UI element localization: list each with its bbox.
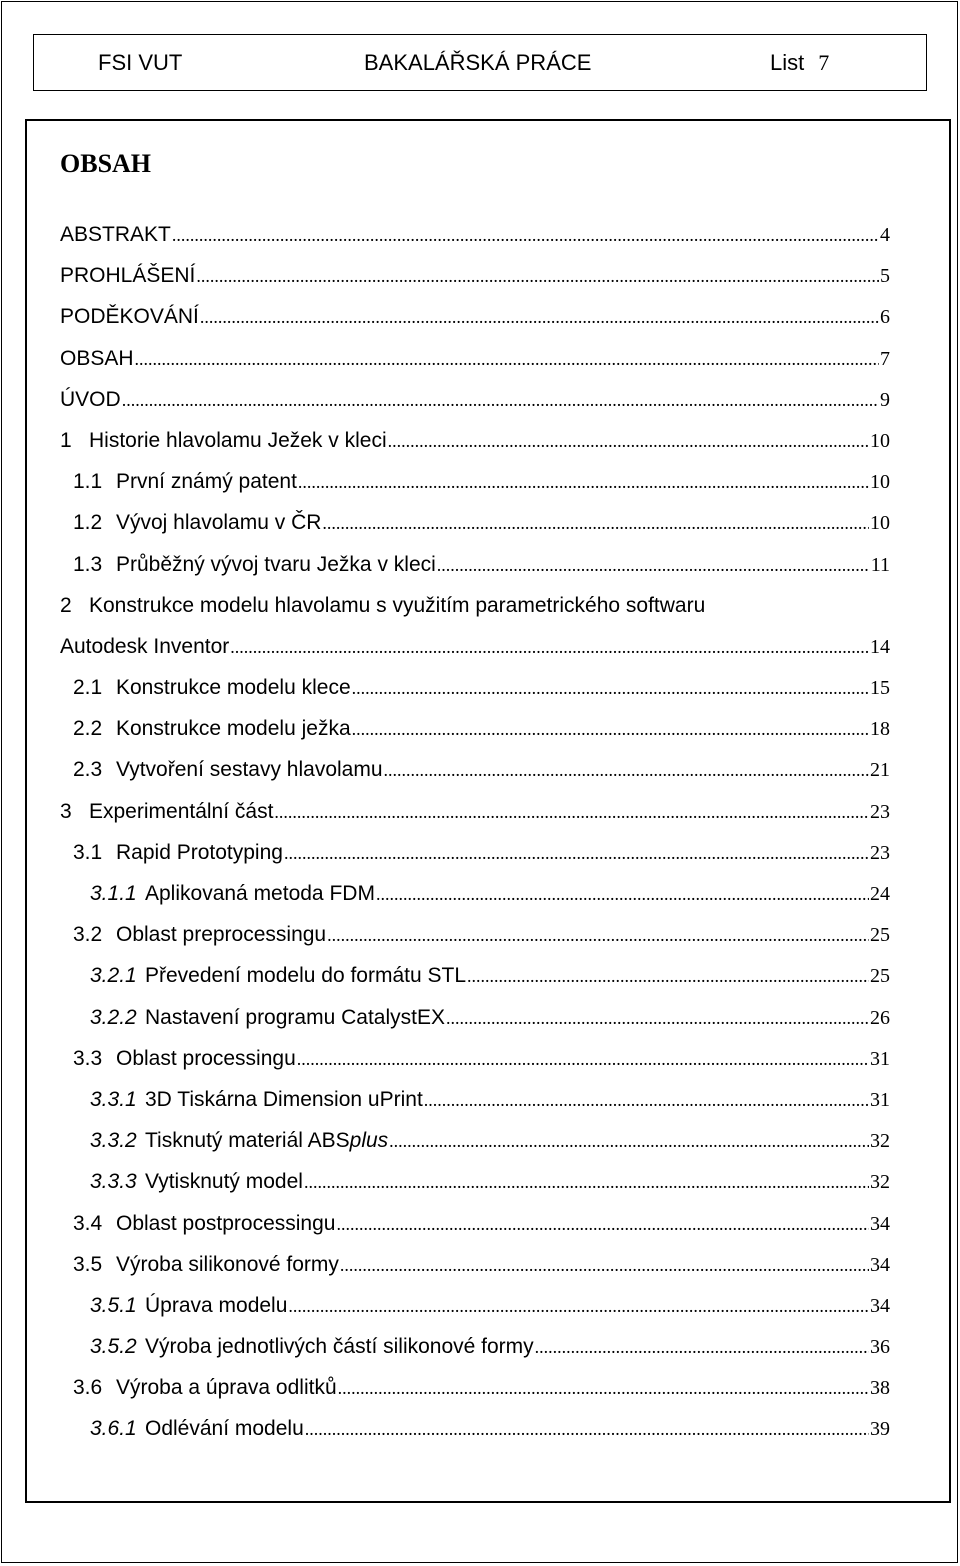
- toc-leader-dots: [340, 1245, 869, 1286]
- toc-entry-label: [60, 626, 229, 667]
- toc-entry-page: 24: [870, 883, 890, 905]
- toc-title: OBSAH: [60, 149, 152, 178]
- toc-entry-label: [60, 338, 134, 379]
- toc-entry[interactable]: [60, 997, 890, 1038]
- toc-entry[interactable]: [60, 791, 890, 832]
- toc-entry-label: [73, 461, 297, 502]
- toc-entry-text: Autodesk Inventor: [60, 634, 230, 658]
- toc-entry-page: 5: [880, 265, 890, 288]
- toc-entry-number: 1.2: [73, 511, 103, 535]
- toc-entry[interactable]: [60, 1244, 890, 1285]
- toc-entry-label: [73, 749, 383, 790]
- toc-entry-page: 38: [870, 1377, 890, 1400]
- toc-entry-page: 6: [880, 306, 890, 329]
- toc-entry-page: 9: [880, 388, 890, 411]
- toc-entry-label: [90, 873, 375, 914]
- toc-entry-page: 31: [870, 1047, 890, 1070]
- toc-entry-text: Průběžný vývoj tvaru Ježka v kleci: [116, 552, 436, 576]
- toc-entry[interactable]: [60, 544, 890, 585]
- toc-entry-number: 2.2: [73, 717, 103, 741]
- toc-entry-page: 10: [870, 471, 890, 494]
- toc-entry-label: [60, 585, 890, 626]
- toc-entry[interactable]: [60, 502, 890, 543]
- toc-entry-label: [73, 667, 351, 708]
- toc-entry-label: [90, 1408, 304, 1449]
- toc-entry-number: 2: [60, 593, 72, 617]
- toc-entry-label: [90, 1079, 423, 1120]
- toc-entry-text: Převedení modelu do formátu STL: [145, 964, 467, 988]
- toc-entry-text: Historie hlavolamu Ježek v kleci: [89, 428, 387, 452]
- toc-leader-dots: [200, 297, 879, 338]
- toc-entry-text: Výroba silikonové formy: [116, 1252, 339, 1276]
- toc-entry[interactable]: [60, 1285, 890, 1326]
- toc-entry-label: [73, 708, 351, 749]
- toc-entry-page: 39: [870, 1418, 890, 1441]
- toc-entry-number: 3.1.1: [90, 882, 137, 905]
- toc-entry-number: 3.6: [73, 1376, 103, 1400]
- toc-leader-dots: [446, 998, 869, 1039]
- table-of-contents: [60, 214, 890, 1450]
- toc-entry-page: 21: [870, 759, 890, 782]
- toc-entry[interactable]: [60, 379, 890, 420]
- toc-entry[interactable]: [60, 749, 890, 790]
- page-header: [33, 34, 927, 91]
- toc-entry-label: [73, 1203, 335, 1244]
- toc-entry-page: 7: [880, 347, 890, 370]
- toc-entry-label: [60, 296, 199, 337]
- toc-entry-page: 31: [870, 1088, 890, 1111]
- toc-entry-number: 3.6.1: [90, 1417, 137, 1441]
- toc-leader-dots: [388, 421, 869, 462]
- toc-entry-text: 3D Tiskárna Dimension uPrint: [145, 1087, 423, 1111]
- toc-entry[interactable]: [60, 1038, 890, 1079]
- toc-entry-number: 3.4: [73, 1211, 103, 1235]
- toc-entry-text: Oblast preprocessingu: [116, 923, 327, 947]
- toc-leader-dots: [122, 380, 879, 421]
- toc-entry-text: Odlévání modelu: [145, 1417, 304, 1441]
- toc-leader-dots: [298, 462, 869, 503]
- toc-entry[interactable]: [60, 420, 890, 461]
- toc-entry-number: 3.5: [73, 1252, 103, 1276]
- toc-entry-page: 10: [870, 429, 890, 452]
- toc-entry-number: 1: [60, 428, 72, 452]
- toc-entry-page: 10: [870, 512, 890, 535]
- toc-entry-page: 18: [870, 718, 890, 741]
- toc-entry-number: 3.5.1: [90, 1293, 137, 1317]
- toc-entry[interactable]: [60, 626, 890, 667]
- toc-entry-number: 3.5.2: [90, 1335, 137, 1359]
- toc-entry[interactable]: [60, 1326, 890, 1367]
- toc-entry[interactable]: [60, 1161, 890, 1202]
- header-sheet: [770, 50, 829, 76]
- toc-entry[interactable]: [60, 1120, 890, 1161]
- toc-entry-label: [90, 1161, 303, 1202]
- toc-leader-dots: [338, 1368, 869, 1409]
- toc-entry[interactable]: [60, 585, 890, 626]
- toc-entry-text: PROHLÁŠENÍ: [60, 264, 196, 288]
- toc-entry-text: PODĚKOVÁNÍ: [60, 305, 199, 329]
- toc-entry-page: 32: [870, 1171, 890, 1194]
- toc-entry-number: 2.3: [73, 758, 103, 782]
- toc-leader-dots: [230, 627, 869, 668]
- toc-leader-dots: [352, 668, 869, 709]
- toc-entry-page: 23: [870, 841, 890, 864]
- toc-entry-text: Úprava modelu: [145, 1293, 288, 1317]
- toc-leader-dots: [389, 1121, 869, 1162]
- toc-entry-label: [73, 1038, 296, 1079]
- toc-entry[interactable]: [60, 338, 890, 379]
- header-thesis-type: BAKALÁŘSKÁ PRÁCE: [364, 50, 592, 75]
- toc-entry-text: Konstrukce modelu hlavolamu s využitím parametrického softwaru: [89, 593, 706, 617]
- toc-entry[interactable]: [60, 461, 890, 502]
- content-frame: [25, 119, 951, 1503]
- toc-entry-text: Rapid Prototyping: [116, 840, 283, 864]
- toc-entry-label: [90, 955, 466, 996]
- toc-entry-number: 3.2: [73, 923, 103, 947]
- header-sheet-number: 7: [818, 50, 830, 75]
- header-sheet-label: List: [770, 50, 805, 75]
- toc-entry-label: [60, 379, 121, 420]
- toc-entry-page: 32: [870, 1130, 890, 1153]
- toc-leader-dots: [305, 1409, 869, 1450]
- toc-leader-dots: [336, 1204, 869, 1245]
- toc-entry[interactable]: [60, 1367, 890, 1408]
- toc-entry[interactable]: [60, 708, 890, 749]
- toc-entry-number: 1.1: [73, 470, 103, 494]
- toc-entry-page: 34: [870, 1294, 890, 1317]
- toc-leader-dots: [384, 750, 869, 791]
- toc-entry-text: OBSAH: [60, 346, 134, 370]
- toc-entry-label: [90, 1285, 287, 1326]
- toc-entry-label: [73, 914, 326, 955]
- toc-entry[interactable]: [60, 255, 890, 296]
- header-institution: FSI VUT: [98, 50, 183, 75]
- toc-entry-label: [60, 420, 387, 461]
- toc-entry-text: První známý patent: [116, 470, 297, 494]
- toc-entry-label: [73, 1244, 339, 1285]
- toc-entry-label: [73, 544, 436, 585]
- toc-entry[interactable]: [60, 667, 890, 708]
- toc-entry-number: 3.3.3: [90, 1170, 137, 1194]
- toc-entry-text: Experimentální část: [89, 799, 274, 823]
- toc-entry[interactable]: [60, 955, 890, 996]
- toc-entry-number: 3.3.1: [90, 1087, 137, 1111]
- toc-entry[interactable]: [60, 1203, 890, 1244]
- toc-leader-dots: [274, 792, 869, 833]
- toc-entry-label: [60, 791, 273, 832]
- toc-entry-page: 34: [870, 1212, 890, 1235]
- toc-entry[interactable]: [60, 1408, 890, 1449]
- toc-leader-dots: [322, 503, 869, 544]
- toc-leader-dots: [135, 339, 879, 380]
- toc-leader-dots: [172, 215, 879, 256]
- toc-entry-number: 3.2.1: [90, 964, 137, 988]
- toc-leader-dots: [437, 545, 870, 586]
- toc-entry-label: [60, 255, 195, 296]
- toc-entry-text: Konstrukce modelu klece: [116, 676, 351, 700]
- toc-entry-text: ABSTRAKT: [60, 223, 171, 246]
- toc-entry-page: 25: [870, 965, 890, 988]
- toc-entry[interactable]: [60, 1079, 890, 1120]
- toc-entry-text: Vytvoření sestavy hlavolamu: [116, 758, 383, 782]
- toc-entry-number: 3.3.2: [90, 1129, 137, 1153]
- toc-entry-label: [73, 1367, 337, 1408]
- toc-leader-dots: [284, 833, 869, 874]
- toc-entry-text: Vývoj hlavolamu v ČR: [116, 511, 322, 535]
- toc-entry[interactable]: [60, 296, 890, 337]
- toc-leader-dots: [297, 1039, 869, 1080]
- toc-entry-text-italic: plus: [349, 1129, 389, 1153]
- toc-entry-label: [90, 1120, 388, 1161]
- toc-leader-dots: [304, 1162, 869, 1203]
- toc-entry-page: 11: [870, 553, 890, 576]
- toc-entry-text: Konstrukce modelu ježka: [116, 717, 351, 741]
- toc-entry-number: 3.2.2: [90, 1005, 137, 1029]
- toc-entry-label: [73, 502, 321, 543]
- toc-entry-number: 3.1: [73, 840, 103, 864]
- toc-entry[interactable]: [60, 214, 890, 255]
- toc-entry-page: 23: [870, 800, 890, 823]
- toc-entry-page: 4: [880, 224, 890, 246]
- toc-entry-page: 14: [870, 635, 890, 658]
- toc-leader-dots: [467, 956, 869, 997]
- toc-entry-page: 26: [870, 1006, 890, 1029]
- toc-entry-text: Nastavení programu CatalystEX: [145, 1005, 445, 1029]
- toc-leader-dots: [535, 1327, 869, 1368]
- toc-leader-dots: [327, 915, 869, 956]
- toc-entry-number: 3.3: [73, 1046, 103, 1070]
- toc-entry-number: 2.1: [73, 676, 103, 700]
- toc-entry-label: [90, 997, 445, 1038]
- toc-entry-text: Výroba a úprava odlitků: [116, 1376, 337, 1400]
- toc-entry-label: [60, 214, 171, 255]
- toc-leader-dots: [424, 1080, 869, 1121]
- toc-entry-text: Oblast postprocessingu: [116, 1211, 336, 1235]
- toc-entry-text: Aplikovaná metoda FDM: [145, 882, 375, 905]
- toc-entry-text: ÚVOD: [60, 387, 121, 411]
- toc-entry-text: Tisknutý materiál ABS: [145, 1129, 350, 1153]
- toc-entry-label: [90, 1326, 534, 1367]
- toc-entry-text: Vytisknutý model: [145, 1170, 303, 1194]
- toc-entry-number: 3: [60, 799, 72, 823]
- toc-entry-page: 25: [870, 924, 890, 947]
- toc-entry-text: Oblast processingu: [116, 1046, 296, 1070]
- toc-entry[interactable]: [60, 832, 890, 873]
- toc-entry-text: Výroba jednotlivých částí silikonové formy: [145, 1335, 534, 1359]
- toc-entry-page: 34: [870, 1253, 890, 1276]
- toc-leader-dots: [376, 874, 869, 915]
- toc-entry-page: 36: [870, 1336, 890, 1359]
- toc-leader-dots: [352, 709, 869, 750]
- toc-leader-dots: [196, 256, 879, 297]
- toc-leader-dots: [288, 1286, 869, 1327]
- toc-entry-number: 1.3: [73, 552, 103, 576]
- toc-entry[interactable]: [60, 873, 890, 914]
- toc-entry[interactable]: [60, 914, 890, 955]
- toc-entry-page: 15: [870, 677, 890, 700]
- toc-entry-label: [73, 832, 283, 873]
